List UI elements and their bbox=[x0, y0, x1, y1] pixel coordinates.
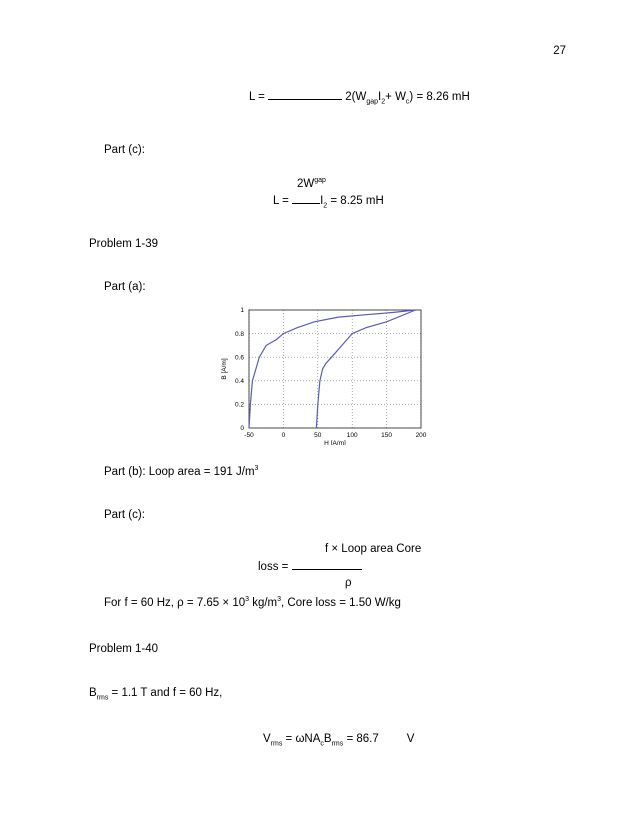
plot-frame bbox=[249, 310, 421, 428]
for-line-text-3: , Core loss = 1.50 W/kg bbox=[281, 596, 401, 609]
y-tick-label: 0.4 bbox=[234, 378, 244, 385]
series-line-2 bbox=[316, 310, 415, 428]
eq-l2-lhs: L = bbox=[273, 195, 293, 207]
problem-1-40-heading: Problem 1-40 bbox=[89, 643, 159, 655]
x-tick-label: 150 bbox=[381, 432, 393, 439]
y-tick-label: 0.8 bbox=[234, 330, 244, 338]
series-line-1 bbox=[249, 310, 416, 428]
x-tick-label: 200 bbox=[415, 432, 427, 439]
fraction-blank bbox=[268, 90, 342, 100]
eq-l1-rhs-1: 2(W bbox=[342, 91, 367, 103]
equation-inductance-2-numerator bbox=[297, 177, 326, 190]
page-number: 27 bbox=[553, 45, 566, 57]
eq-l1-sub-2: 2 bbox=[381, 98, 386, 106]
x-tick-label: 100 bbox=[346, 432, 358, 439]
eq-l1-rhs-3: + W bbox=[385, 91, 406, 103]
y-tick-label: 1 bbox=[240, 307, 244, 315]
vrms-unit: V bbox=[406, 733, 415, 745]
vrms-sub-1: rms bbox=[270, 740, 283, 748]
brms-sub: rms bbox=[96, 694, 109, 702]
x-tick-label: -50 bbox=[244, 432, 254, 439]
eq-l2-denominator: I bbox=[320, 195, 324, 207]
part-c-heading-2: Part (c): bbox=[104, 509, 145, 521]
hysteresis-chart bbox=[214, 300, 434, 445]
y-tick-label: 0 bbox=[240, 425, 244, 433]
vrms-result: = 86.7 bbox=[343, 733, 379, 745]
brms-b: B bbox=[89, 687, 97, 699]
x-tick-label: 0 bbox=[281, 432, 286, 439]
vrms-b: B bbox=[323, 733, 332, 745]
equation-inductance-1 bbox=[249, 90, 470, 105]
eq-l2-numerator-sup: gap bbox=[314, 177, 326, 184]
core-loss-lhs: loss = bbox=[258, 561, 292, 573]
vrms-v: V bbox=[263, 733, 271, 745]
y-axis-label: B [A/m] bbox=[221, 358, 228, 380]
for-line-sup-1: 3 bbox=[245, 596, 250, 603]
eq-l1-rhs-2: I bbox=[378, 91, 382, 103]
y-tick-label: 0.2 bbox=[234, 401, 244, 409]
brms-line bbox=[89, 687, 222, 701]
part-c-heading-1: Part (c): bbox=[104, 144, 145, 156]
hysteresis-chart-svg bbox=[214, 300, 434, 445]
brms-rest: = 1.1 T and f = 60 Hz, bbox=[108, 687, 223, 699]
core-loss-equation bbox=[258, 560, 362, 573]
vrms-sub-3: rms bbox=[331, 740, 344, 748]
eq-l2-denominator-sub: 2 bbox=[323, 202, 328, 210]
problem-1-39-heading: Problem 1-39 bbox=[89, 238, 159, 250]
part-a-heading: Part (a): bbox=[104, 281, 146, 293]
core-loss-numerator: f × Loop area Core bbox=[325, 543, 422, 555]
part-b-sup: 3 bbox=[254, 465, 259, 472]
part-b-line bbox=[104, 465, 258, 478]
vrms-sub-2: c bbox=[320, 740, 324, 748]
fraction-blank bbox=[292, 560, 362, 570]
eq-l1-sub-c: c bbox=[405, 98, 410, 106]
for-line-text-2: kg/m bbox=[249, 596, 278, 609]
eq-l2-result: = 8.25 mH bbox=[327, 195, 384, 207]
vrms-mid: = ωNA bbox=[282, 733, 321, 745]
eq-l2-numerator: 2W bbox=[297, 177, 315, 190]
for-line-sup-2: 3 bbox=[277, 596, 282, 603]
eq-l1-sub-gap: gap bbox=[366, 98, 379, 106]
for-line-text-1: For f = 60 Hz, ρ = 7.65 × 10 bbox=[104, 596, 246, 609]
y-tick-label: 0.6 bbox=[234, 354, 244, 362]
eq-l1-rhs-4: ) = 8.26 mH bbox=[409, 91, 470, 103]
vrms-equation bbox=[263, 733, 414, 747]
core-loss-denominator: ρ bbox=[345, 577, 352, 589]
part-b-text: Part (b): Loop area = 191 J/m bbox=[104, 465, 255, 478]
equation-inductance-2 bbox=[273, 194, 384, 209]
core-loss-result-line bbox=[104, 596, 401, 609]
fraction-blank bbox=[292, 194, 320, 204]
eq-l1-lhs: L = bbox=[249, 91, 269, 103]
x-axis-label: H [A/m] bbox=[324, 440, 346, 445]
x-tick-label: 50 bbox=[314, 432, 322, 439]
